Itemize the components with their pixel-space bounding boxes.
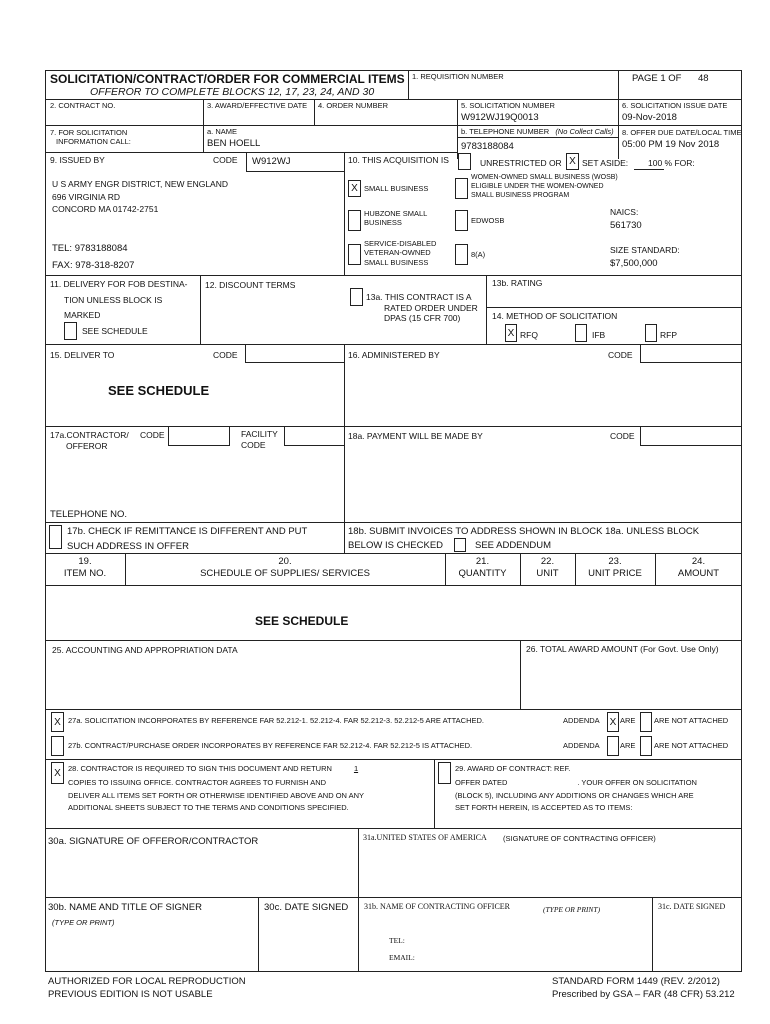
footer-right-1: STANDARD FORM 1449 (REV. 2/2012) [552,976,720,987]
27a-not-attached-checkbox[interactable] [640,712,652,732]
29-line-4: SET FORTH HEREIN, IS ACCEPTED AS TO ITEMS: [455,803,633,813]
see-addendum-checkbox[interactable] [454,538,466,552]
deliver-to-label: 15. DELIVER TO [50,350,115,360]
total-award-label: 26. TOTAL AWARD AMOUNT (For Govt. Use Only) [526,644,719,654]
contact-name: BEN HOELL [207,138,261,149]
name-title-signer-note: (TYPE OR PRINT) [52,918,115,927]
col-22-number: 22. [540,556,555,567]
footer-left-1: AUTHORIZED FOR LOCAL REPRODUCTION [48,976,246,987]
delivery-fob-label-1: 11. DELIVERY FOR FOB DESTINA- [50,279,188,289]
hubzone-label-1: HUBZONE SMALL [364,209,428,218]
fob-see-schedule-checkbox[interactable] [64,322,77,340]
administered-code-label: CODE [608,350,633,360]
edwosb-label: EDWOSB [471,216,505,225]
remittance-label-2: SUCH ADDRESS IN OFFER [67,540,189,552]
form-subtitle: OFFEROR TO COMPLETE BLOCKS 12, 17, 23, 24, AND 30 [90,86,375,98]
issued-by-code-label: CODE [213,155,238,165]
name-title-signer-label: 30b. NAME AND TITLE OF SIGNER [48,902,202,913]
telephone-note: (No Collect Calls) [555,127,614,136]
deliver-to-code-label: CODE [213,350,238,360]
issuer-address-line-3: CONCORD MA 01742-2751 [52,204,159,215]
method-of-solicitation-label: 14. METHOD OF SOLICITATION [492,311,618,321]
27a-text: 27a. SOLICITATION INCORPORATES BY REFERENCE FAR 52.212-1. 52.212-4. FAR 52.212-3. 52.212-5 ARE ATTACHED. [68,716,484,725]
footer-right-2: Prescribed by GSA – FAR (48 CFR) 53.212 [552,989,735,1000]
co-date-signed-label: 31c. DATE SIGNED [658,902,726,911]
hubzone-checkbox[interactable] [348,210,361,231]
contact-name-label: a. NAME [207,127,238,136]
administered-by-label: 16. ADMINISTERED BY [348,350,440,360]
issue-date-label: 6. SOLICITATION ISSUE DATE [622,101,728,110]
payment-code-box [640,426,742,446]
deliver-to-code-box [245,344,344,363]
set-aside-percent: 100 % FOR: [648,158,695,168]
contracting-officer-name-label: 31b. NAME OF CONTRACTING OFFICER [364,902,511,911]
col-21-number: 21. [475,556,490,567]
issuer-address-line-1: U S ARMY ENGR DISTRICT, NEW ENGLAND [52,179,229,189]
signature-offeror-label: 30a. SIGNATURE OF OFFEROR/CONTRACTOR [48,836,259,847]
28-copies: 1 [353,764,359,773]
col-19-number: 19. [78,556,92,567]
accounting-label: 25. ACCOUNTING AND APPROPRIATION DATA [52,645,238,655]
unrestricted-checkbox[interactable] [458,153,471,170]
facility-code-label [241,429,278,450]
co-email-label: EMAIL: [389,953,415,962]
telephone-label-text: b. TELEPHONE NUMBER [461,127,550,136]
solicitation-number: W912WJ19Q0013 [461,112,539,123]
col-20-header [125,556,445,580]
wosb-label [471,174,618,200]
col-22-header [520,556,575,580]
28-line-1: 28. CONTRACTOR IS REQUIRED TO SIGN THIS DOCUMENT AND RETURN [68,764,332,773]
naics-label: NAICS: [610,207,639,217]
sdvosb-label [364,239,436,267]
sdvosb-label-3: SMALL BUSINESS [364,257,429,267]
delivery-fob-label-2: TION UNLESS BLOCK IS [64,294,163,305]
27b-not-attached-checkbox[interactable] [640,736,652,756]
sdvosb-label-2: VETERAN-OWNED [364,248,431,258]
contractor-label-1: 17a.CONTRACTOR/ [50,430,129,440]
see-addendum-label: SEE ADDENDUM [475,540,552,551]
set-aside-checkbox[interactable]: X [566,153,579,170]
issuer-address [52,179,228,215]
27b-addenda-label: ADDENDA [563,741,600,750]
size-standard-label: SIZE STANDARD: [610,245,680,255]
28-text [68,764,364,813]
27b-text: 27b. CONTRACT/PURCHASE ORDER INCORPORATES BY REFERENCE FAR 52.212-4. FAR 52.212-5 IS ATTACHED. [68,741,473,750]
for-info-label [50,128,131,147]
col-22-title: UNIT [536,567,559,579]
29-line-1: 29. AWARD OF CONTRACT: REF. [455,764,571,773]
page-label: PAGE 1 OF [632,73,682,84]
col-23-number: 23. [608,556,622,567]
administered-code-box [640,344,742,363]
ifb-checkbox[interactable] [575,324,587,342]
submit-invoices-label: 18b. SUBMIT INVOICES TO ADDRESS SHOWN IN BLOCK 18a. UNLESS BLOCK [348,526,700,537]
delivery-fob-label-3: MARKED [64,310,101,321]
27a-are-checkbox[interactable]: X [607,712,619,732]
rated-order-checkbox[interactable] [350,288,363,306]
27b-are-label: ARE [620,741,636,750]
col-21-title: QUANTITY [458,567,507,579]
col-20-number: 20. [278,556,292,567]
issue-date: 09-Nov-2018 [622,112,677,123]
issuer-tel: TEL: 9783188084 [52,243,128,254]
award-date-label: 3. AWARD/EFFECTIVE DATE [207,101,308,110]
col-23-title: UNIT PRICE [588,567,642,579]
unrestricted-label: UNRESTRICTED OR [480,158,562,168]
contract-no-label: 2. CONTRACT NO. [50,101,116,110]
facility-code-box [284,426,344,446]
payment-code-label: CODE [610,431,635,441]
28-line-4: ADDITIONAL SHEETS SUBJECT TO THE TERMS AND CONDITIONS SPECIFIED. [68,803,349,813]
remittance-label [67,526,307,553]
eight-a-label: 8(A) [471,250,486,259]
telephone-no-label: TELEPHONE NO. [50,509,128,520]
footer-left-2: PREVIOUS EDITION IS NOT USABLE [48,989,213,1000]
col-24-header [655,556,742,580]
rfq-label: RFQ [520,330,538,340]
form-title: SOLICITATION/CONTRACT/ORDER FOR COMMERCIAL ITEMS [50,72,405,86]
edwosb-checkbox[interactable] [455,210,468,231]
hubzone-label-2: BUSINESS [364,218,402,228]
issued-by-code: W912WJ [246,152,344,172]
col-20-title: SCHEDULE OF SUPPLIES/ SERVICES [200,567,370,579]
issuer-fax: FAX: 978-318-8207 [52,260,135,271]
sdvosb-label-1: SERVICE-DISABLED [364,239,437,248]
for-info-label-2: INFORMATION CALL: [56,137,131,147]
rfp-checkbox[interactable] [645,324,657,342]
rated-order-label-1: 13a. THIS CONTRACT IS A [366,292,472,302]
col-19-title: ITEM NO. [63,567,107,579]
offer-due-label: 8. OFFER DUE DATE/LOCAL TIME [622,128,742,137]
small-business-label: SMALL BUSINESS [364,184,429,193]
col-24-number: 24. [691,556,706,567]
signature-usa-label: 31a.UNITED STATES OF AMERICA [363,833,487,842]
col-19-header [45,556,125,580]
contracting-officer-note: (TYPE OR PRINT) [543,905,601,914]
facility-label-1: FACILITY [241,429,278,439]
items-see-schedule: SEE SCHEDULE [255,614,349,628]
page-total: 48 [698,73,709,84]
for-info-label-1: 7. FOR SOLICITATION [50,128,128,137]
offer-due-date: 05:00 PM 19 Nov 2018 [622,139,720,150]
28-line-3: DELIVER ALL ITEMS SET FORTH OR OTHERWISE IDENTIFIED ABOVE AND ON ANY [68,790,365,800]
27a-addenda-label: ADDENDA [563,716,600,725]
discount-terms-label: 12. DISCOUNT TERMS [205,280,296,290]
eight-a-checkbox[interactable] [455,244,468,265]
signature-co-note: (SIGNATURE OF CONTRACTING OFFICER) [503,834,656,843]
28-line-2: COPIES TO ISSUING OFFICE. CONTRACTOR AGREES TO FURNISH AND [68,778,327,788]
deliver-to-see-schedule: SEE SCHEDULE [108,383,210,398]
sdvosb-checkbox[interactable] [348,244,361,265]
27a-checkbox[interactable]: X [51,712,64,732]
27a-are-label: ARE [620,716,636,725]
remittance-checkbox[interactable] [49,525,62,549]
rated-order-label-3: DPAS (15 CFR 700) [384,313,461,324]
delivery-fob-label [50,279,187,321]
27b-not-attached-label: ARE NOT ATTACHED [654,741,729,750]
col-24-title: AMOUNT [677,567,720,579]
contractor-code-label: CODE [140,430,165,440]
size-standard: $7,500,000 [610,258,658,269]
rated-order-label-2: RATED ORDER UNDER [384,302,478,313]
acquisition-label: 10. THIS ACQUISITION IS [348,155,449,165]
fob-see-schedule-label: SEE SCHEDULE [82,326,148,336]
col-23-header [575,556,655,580]
hubzone-label [364,209,427,228]
29-checkbox[interactable] [438,762,451,784]
solicitation-number-label: 5. SOLICITATION NUMBER [461,101,555,110]
rating-label: 13b. RATING [492,278,543,288]
contractor-code-box [168,426,230,446]
27b-checkbox[interactable] [51,736,64,756]
co-tel-label: TEL: [389,936,405,945]
contractor-label [50,430,129,451]
small-business-checkbox[interactable]: X [348,180,361,197]
ifb-label: IFB [592,330,606,340]
facility-label-2: CODE [241,439,266,450]
wosb-label-3: SMALL BUSINESS PROGRAM [471,191,570,199]
order-number-label: 4. ORDER NUMBER [318,101,389,110]
rated-order-label [366,292,478,324]
wosb-label-1: WOMEN-OWNED SMALL BUSINESS (WOSB) [471,174,618,181]
issued-by-label: 9. ISSUED BY [50,155,105,165]
28-checkbox[interactable]: X [51,762,64,784]
29-line-2b: . YOUR OFFER ON SOLICITATION [577,778,697,788]
rfq-checkbox[interactable]: X [505,324,517,342]
set-aside-label: SET ASIDE: [582,158,629,168]
naics-code: 561730 [610,220,642,231]
wosb-label-2: ELIGIBLE UNDER THE WOMEN-OWNED [471,182,604,190]
remittance-label-1: 17b. CHECK IF REMITTANCE IS DIFFERENT AND PUT [67,526,308,537]
rfp-label: RFP [660,330,677,340]
wosb-checkbox[interactable] [455,178,468,199]
issuer-address-line-2: 696 VIRGINIA RD [52,191,121,202]
telephone-label [461,127,614,136]
date-signed-label: 30c. DATE SIGNED [264,902,349,913]
29-line-2: OFFER DATED [455,778,508,788]
27a-not-attached-label: ARE NOT ATTACHED [654,716,729,725]
below-checked-label: BELOW IS CHECKED [348,540,444,551]
29-text [455,764,697,813]
payment-by-label: 18a. PAYMENT WILL BE MADE BY [348,431,483,441]
requisition-number-label: 1. REQUISITION NUMBER [412,72,504,81]
telephone-number: 9783188084 [461,141,514,152]
col-21-header [445,556,520,580]
contractor-label-2: OFFEROR [66,440,108,451]
27b-are-checkbox[interactable] [607,736,619,756]
29-line-3: (BLOCK 5), INCLUDING ANY ADDITIONS OR CHANGES WHICH ARE [455,790,694,800]
